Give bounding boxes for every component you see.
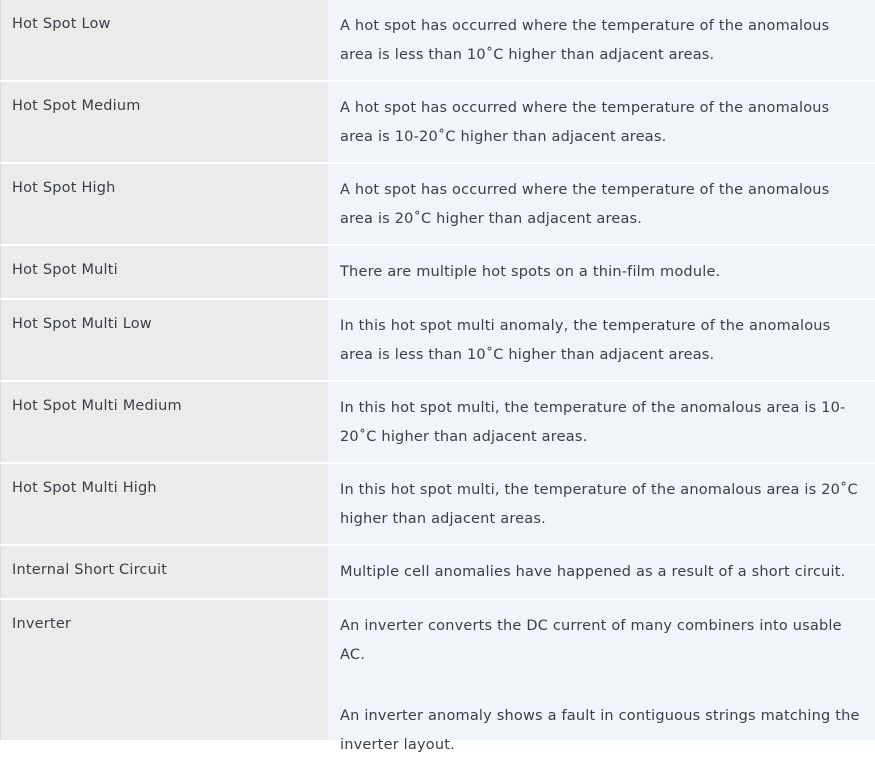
anomaly-term: Internal Short Circuit bbox=[0, 546, 328, 598]
table-row bbox=[0, 382, 875, 464]
definition-text: A hot spot has occurred where the temperature of the anomalous area is less than 10˚C higher than adjacent areas. bbox=[340, 18, 830, 63]
table-row bbox=[0, 546, 875, 600]
anomaly-definition bbox=[328, 246, 875, 298]
anomaly-term: Hot Spot Multi bbox=[0, 246, 328, 298]
table-row bbox=[0, 246, 875, 300]
anomaly-definition bbox=[328, 600, 875, 753]
anomaly-term: Hot Spot Multi High bbox=[0, 464, 328, 544]
anomaly-term: Inverter bbox=[0, 600, 328, 740]
definition-text: In this hot spot multi anomaly, the temperature of the anomalous area is less than 10˚C higher than adjacent areas. bbox=[340, 318, 831, 363]
table-row bbox=[0, 164, 875, 246]
definition-text: A hot spot has occurred where the temperature of the anomalous area is 10-20˚C higher than adjacent areas. bbox=[340, 100, 830, 145]
table-row bbox=[0, 464, 875, 546]
anomaly-definition bbox=[328, 546, 875, 598]
table-row bbox=[0, 600, 875, 753]
definition-text: There are multiple hot spots on a thin-film module. bbox=[340, 264, 721, 280]
definition-text: Multiple cell anomalies have happened as a result of a short circuit. bbox=[340, 564, 846, 580]
anomaly-definition bbox=[328, 0, 875, 80]
anomaly-term: Hot Spot Multi Low bbox=[0, 300, 328, 380]
definition-text: A hot spot has occurred where the temperature of the anomalous area is 20˚C higher than adjacent areas. bbox=[340, 182, 830, 227]
anomaly-definition bbox=[328, 464, 875, 544]
definition-text: An inverter anomaly shows a fault in contiguous strings matching the inverter layout. bbox=[340, 708, 860, 753]
anomaly-term: Hot Spot Medium bbox=[0, 82, 328, 162]
anomaly-definition bbox=[328, 82, 875, 162]
definition-text: An inverter converts the DC current of many combiners into usable AC. bbox=[340, 618, 842, 663]
anomaly-term: Hot Spot Low bbox=[0, 0, 328, 80]
anomaly-term: Hot Spot Multi Medium bbox=[0, 382, 328, 462]
table-row bbox=[0, 0, 875, 82]
anomaly-definition bbox=[328, 300, 875, 380]
definition-text: In this hot spot multi, the temperature of the anomalous area is 20˚C higher than adjacent areas. bbox=[340, 482, 858, 527]
table-row bbox=[0, 300, 875, 382]
table-row bbox=[0, 82, 875, 164]
anomaly-definition bbox=[328, 382, 875, 462]
definition-text: In this hot spot multi, the temperature of the anomalous area is 10-20˚C higher than adjacent areas. bbox=[340, 400, 846, 445]
anomaly-definition bbox=[328, 164, 875, 244]
anomaly-term: Hot Spot High bbox=[0, 164, 328, 244]
